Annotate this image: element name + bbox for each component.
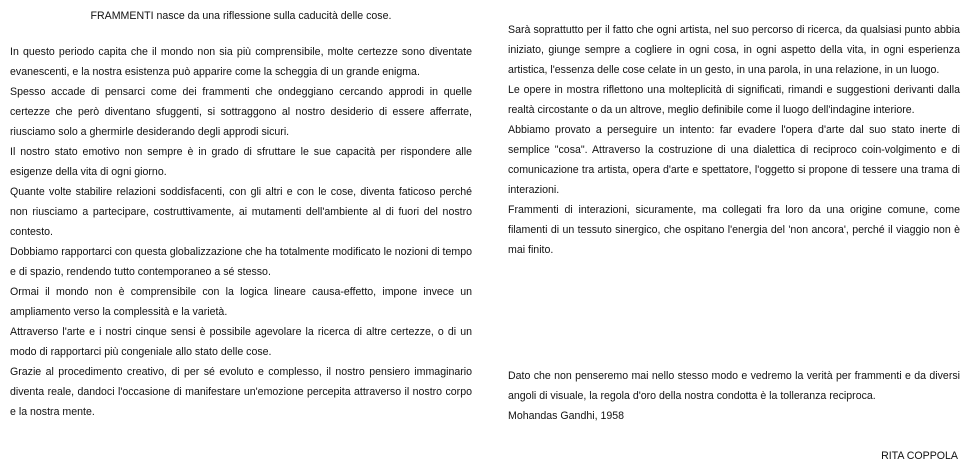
paragraph: Quante volte stabilire relazioni soddisfacenti, con gli altri e con le cose, diventa faticoso perché non riusciamo a partecipare, costruttivamente, ai mutamenti dell'ambiente al di fuori del nostro contesto. <box>10 186 472 238</box>
signature: RITA COPPOLA <box>881 450 958 462</box>
paragraph: Il nostro stato emotivo non sempre è in grado di sfruttare le sue capacità per rispondere alle esigenze della vita di ogni giorno. <box>10 146 472 178</box>
paragraph: Ormai il mondo non è comprensibile con la logica lineare causa-effetto, impone invece un ampliamento verso la complessità e la varietà. <box>10 286 472 318</box>
right-column <box>508 20 960 260</box>
paragraph: In questo periodo capita che il mondo non sia più comprensibile, molte certezze sono diventate evanescenti, e la nostra esistenza può apparire come la scheggia di un grande enigma. <box>10 46 472 78</box>
quote-author: Mohandas Gandhi, 1958 <box>508 410 625 422</box>
paragraph: Dobbiamo rapportarci con questa globalizzazione che ha totalmente modificato le nozioni di tempo e di spazio, rendendo tutto contemporaneo a sé stesso. <box>10 246 472 278</box>
left-column <box>10 6 472 422</box>
paragraph: Abbiamo provato a perseguire un intento: far evadere l'opera d'arte dal suo stato inerte di semplice "cosa". Attraverso la costruzione di una dialettica di reciproco coin-volgimento e di comunicazione tra artista, opera d'arte e spettatore, l'oggetto si propone di tessere una trama di interazioni. <box>508 124 960 196</box>
paragraph: Attraverso l'arte e i nostri cinque sensi è possibile agevolare la ricerca di altre certezze, o di un modo di rapportarci più congeniale allo stato delle cose. <box>10 326 472 358</box>
paragraph: Sarà soprattutto per il fatto che ogni artista, nel suo percorso di ricerca, da qualsiasi punto abbia iniziato, giunge sempre a cogliere in ogni cosa, in ogni aspetto della vita, in ogni esperienza artistica, l'essenza delle cose celate in un gesto, in una parola, in una relazione, in un luogo. <box>508 24 960 76</box>
paragraph: Frammenti di interazioni, sicuramente, ma collegati fra loro da una origine comune, come filamenti di un tessuto sinergico, che ospitano l'energia del 'non ancora', perché il viaggio non è mai finito. <box>508 204 960 256</box>
quote-text: Dato che non penseremo mai nello stesso modo e vedremo la verità per frammenti e da diversi angoli di visuale, la regola d'oro della nostra condotta è la tolleranza reciproca. <box>508 370 960 402</box>
quote-block <box>508 366 960 426</box>
document-title: FRAMMENTI nasce da una riflessione sulla caducità delle cose. <box>90 10 392 22</box>
paragraph: Grazie al procedimento creativo, di per sé evoluto e complesso, il nostro pensiero immaginario diventa reale, dandoci l'occasione di manifestare un'emozione percepita attraverso il nostro corpo e la nostra mente. <box>10 366 472 418</box>
paragraph: Le opere in mostra riflettono una molteplicità di significati, rimandi e suggestioni derivanti dalla realtà circostante o da un altrove, meglio definibile come il luogo dell'indagine interiore. <box>508 84 960 116</box>
paragraph: Spesso accade di pensarci come dei frammenti che ondeggiano cercando approdi in quelle certezze che però diventano sfuggenti, si sottraggono al nostro desiderio di essere afferrate, riusciamo solo a ghermirle desiderando degli approdi sicuri. <box>10 86 472 138</box>
